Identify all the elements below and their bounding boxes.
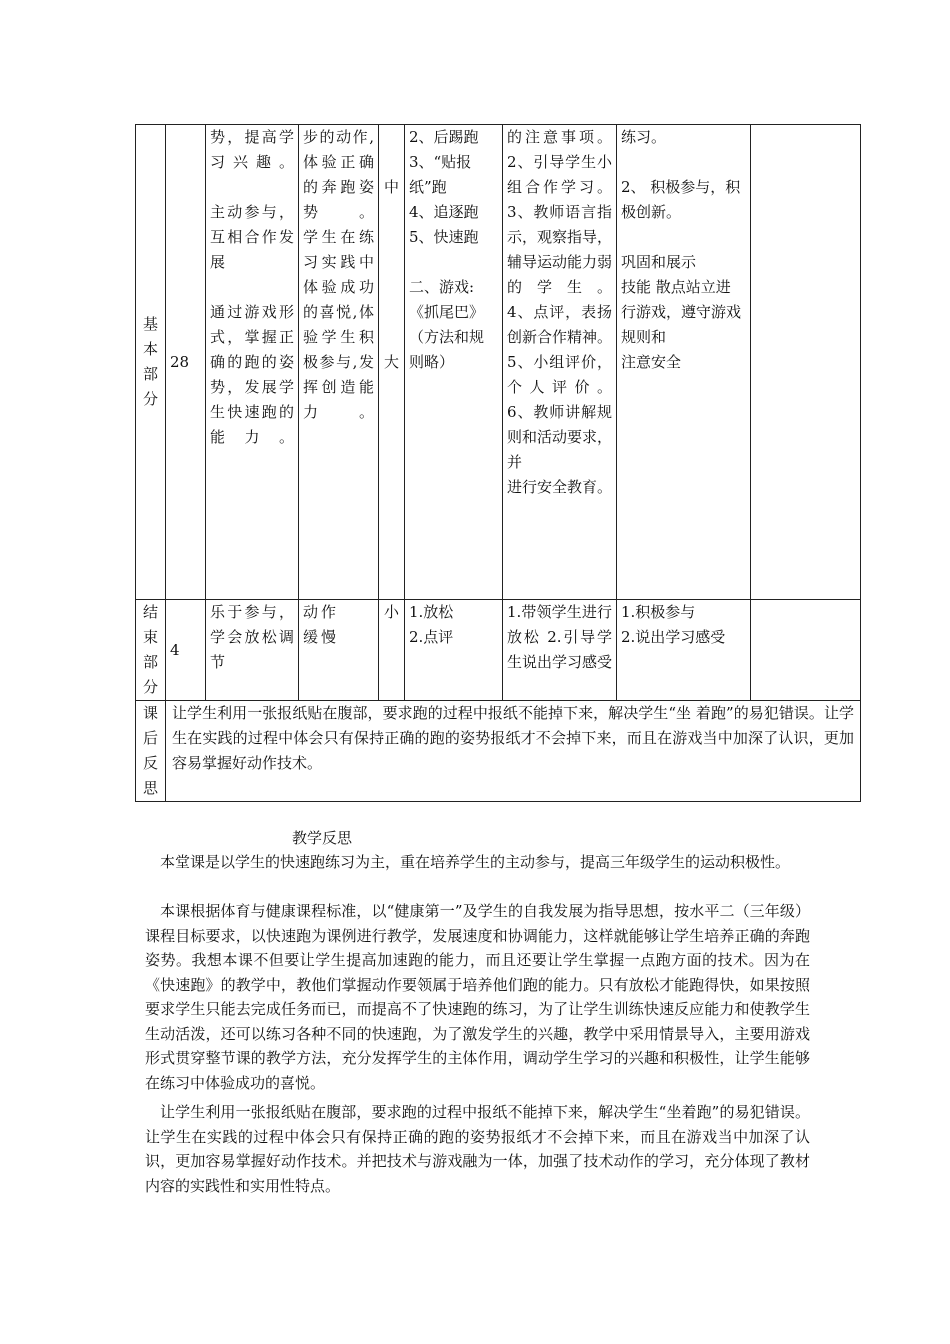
reflection-heading: 教学反思 bbox=[292, 829, 353, 847]
basic-intensity bbox=[379, 125, 405, 600]
basic-section-row bbox=[136, 125, 861, 600]
basic-extra-cell bbox=[751, 125, 861, 600]
reflection-paragraph-1: 本堂课是以学生的快速跑练习为主，重在培养学生的主动参与，提高三年级学生的运动积极性。 bbox=[160, 853, 791, 871]
after-class-row bbox=[136, 701, 861, 802]
after-class-label: 课后反思 bbox=[136, 701, 166, 802]
basic-goals: 势，提高学习兴趣。 主动参与，互相合作发展 通过游戏形式，掌握正确的跑的姿势，发展学生快速跑的能力。 bbox=[206, 125, 299, 600]
basic-intensity-bottom: 大 bbox=[383, 353, 399, 371]
end-section-label: 结束部分 bbox=[136, 600, 166, 701]
end-student-activity: 动作 缓慢 bbox=[299, 600, 379, 701]
basic-section-label: 基本部分 bbox=[136, 125, 166, 600]
after-class-text: 让学生利用一张报纸贴在腹部，要求跑的过程中报纸不能掉下来，解决学生“坐 着跑”的易犯错误。让学生在实践的过程中体会只有保持正确的跑的姿势报纸才不会掉下来，而且在游戏当中加深了认识，更加容易掌握好动作技术。 bbox=[166, 701, 861, 802]
basic-organization: 练习。 2、 积极参与，积极创新。 巩固和展示 技能 散点站立进 行游戏，遵守游戏规则和 注意安全 bbox=[617, 125, 751, 600]
lesson-plan-table bbox=[135, 124, 861, 802]
end-section-row bbox=[136, 600, 861, 701]
end-content: 1.放松 2.点评 bbox=[405, 600, 503, 701]
end-intensity: 小 bbox=[379, 600, 405, 701]
basic-content: 2、后踢跑 3、“贴报纸”跑 4、追逐跑 5、快速跑 二、游戏:《抓尾巴》（方法和规则略） bbox=[405, 125, 503, 600]
end-teacher-activity: 1.带领学生进行放松 2.引导学生说出学习感受 bbox=[503, 600, 617, 701]
end-goals: 乐于参与，学会放松调节 bbox=[206, 600, 299, 701]
reflection-paragraph-2: 本课根据体育与健康课程标准，以“健康第一”及学生的自我发展为指导思想，按水平二（三年级）课程目标要求，以快速跑为课例进行教学，发展速度和协调能力，这样就能够让学生培养正确的奔跑姿势。我想本课不但要让学生提高加速跑的能力，而且还要让学生掌握一点跑方面的技术。因为在《快速跑》的教学中，教他们掌握动作要领属于培养他们跑的能力。只有放松才能跑得快，如果按照要求学生只能去完成任务而已，而提高不了快速跑的练习，为了让学生训练快速反应能力和使教学生生动活泼，还可以练习各种不同的快速跑，为了激发学生的兴趣，教学中采用情景导入，主要用游戏形式贯穿整节课的教学方法，充分发挥学生的主体作用，调动学生学习的兴趣和积极性，让学生能够在练习中体验成功的喜悦。 bbox=[145, 902, 810, 1092]
basic-intensity-top: 中 bbox=[383, 178, 399, 196]
basic-teacher-activity: 的注意事项。 2、引导学生小组合作学习。 3、教师语言指示，观察指导，辅导运动能力弱的学生。 4、点评，表扬创新合作精神。 5、小组评价，个人评价。 6、教师讲解规则和活动要求，并 进行安全教育。 bbox=[503, 125, 617, 600]
basic-student-activity: 步的动作,体验正确的奔跑姿势。 学生在练习实践中体验成功的喜悦,体验学生积极参与,发挥创造能力。 bbox=[299, 125, 379, 600]
end-organization: 1.积极参与 2.说出学习感受 bbox=[617, 600, 751, 701]
basic-time: 28 bbox=[166, 125, 206, 600]
end-time: 4 bbox=[166, 600, 206, 701]
end-extra-cell bbox=[751, 600, 861, 701]
reflection-paragraph-3: 让学生利用一张报纸贴在腹部，要求跑的过程中报纸不能掉下来，解决学生“坐着跑”的易犯错误。让学生在实践的过程中体会只有保持正确的跑的姿势报纸才不会掉下来，而且在游戏当中加深了认识，更加容易掌握好动作技术。并把技术与游戏融为一体，加强了技术动作的学习，充分体现了教材内容的实践性和实用性特点。 bbox=[145, 1103, 810, 1195]
